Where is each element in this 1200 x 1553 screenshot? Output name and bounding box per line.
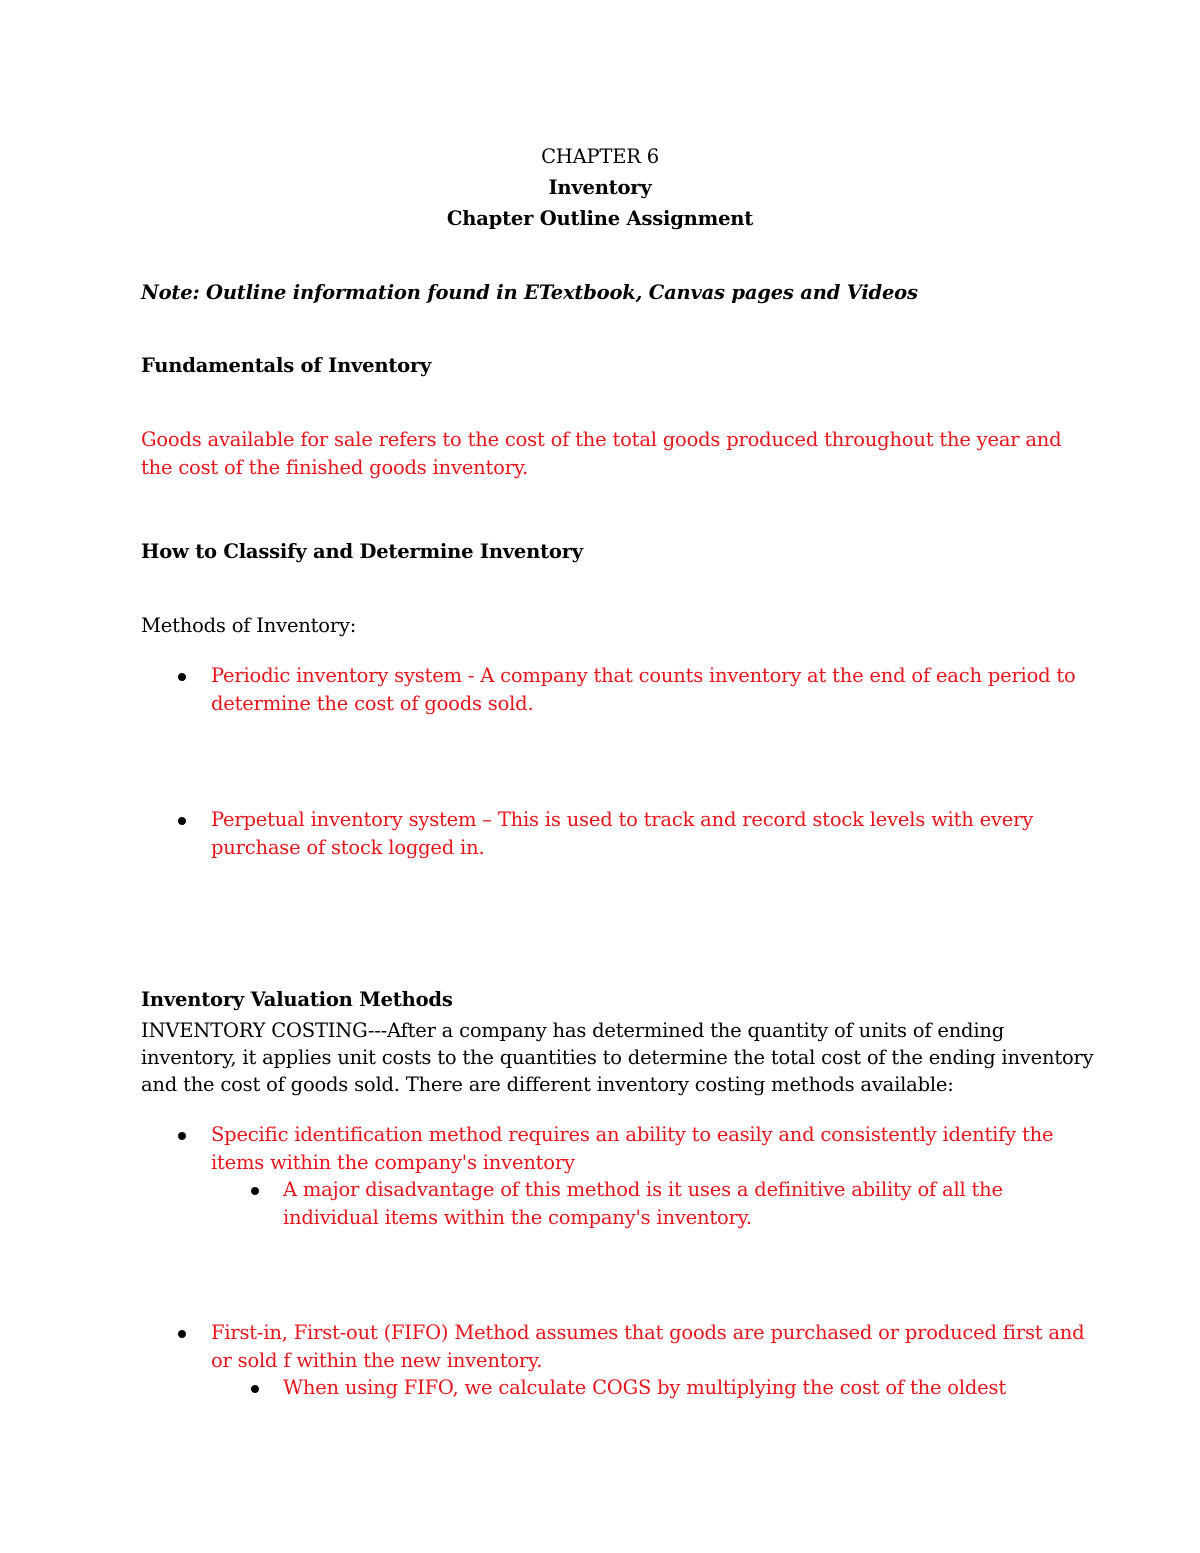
specific-sub-line: A major disadvantage of this method is it uses a definitive ability of all the — [283, 1178, 1003, 1201]
section-heading-classify: How to Classify and Determine Inventory — [141, 540, 583, 563]
assignment-title: Chapter Outline Assignment — [446, 207, 754, 230]
bullet-icon — [178, 673, 186, 681]
specific-sub-line: individual items within the company's inventory. — [283, 1206, 752, 1229]
methods-label: Methods of Inventory: — [141, 614, 357, 637]
bullet-icon — [251, 1385, 259, 1393]
section-heading-valuation: Inventory Valuation Methods — [141, 988, 453, 1011]
note-text: Note: Outline information found in ETextbook, Canvas pages and Videos — [141, 281, 918, 304]
specific-line: Specific identification method requires an ability to easily and consistently identify the — [211, 1123, 1054, 1146]
periodic-line: Periodic inventory system - A company that counts inventory at the end of each period to — [211, 664, 1076, 687]
bullet-icon — [251, 1187, 259, 1195]
fifo-sub-line: When using FIFO, we calculate COGS by multiplying the cost of the oldest — [283, 1376, 1006, 1399]
valuation-intro-line: INVENTORY COSTING---After a company has determined the quantity of units of ending — [141, 1019, 1005, 1042]
valuation-intro-line: and the cost of goods sold. There are different inventory costing methods available: — [141, 1073, 954, 1096]
fifo-line: or sold f within the new inventory. — [211, 1349, 543, 1372]
specific-line: items within the company's inventory — [211, 1151, 575, 1174]
fifo-line: First-in, First-out (FIFO) Method assumes that goods are purchased or produced first and — [211, 1321, 1085, 1344]
section-heading-fundamentals: Fundamentals of Inventory — [141, 354, 432, 377]
chapter-number: CHAPTER 6 — [541, 145, 659, 168]
perpetual-line: purchase of stock logged in. — [211, 836, 485, 859]
fundamentals-answer-line: Goods available for sale refers to the cost of the total goods produced throughout the year and — [141, 428, 1062, 451]
perpetual-line: Perpetual inventory system – This is used to track and record stock levels with every — [211, 808, 1034, 831]
fundamentals-answer-line: the cost of the finished goods inventory. — [141, 456, 529, 479]
valuation-intro-line: inventory, it applies unit costs to the quantities to determine the total cost of the ending inventory — [141, 1046, 1094, 1069]
chapter-topic: Inventory — [548, 176, 652, 199]
periodic-line: determine the cost of goods sold. — [211, 692, 534, 715]
bullet-icon — [178, 817, 186, 825]
bullet-icon — [178, 1330, 186, 1338]
bullet-icon — [178, 1132, 186, 1140]
